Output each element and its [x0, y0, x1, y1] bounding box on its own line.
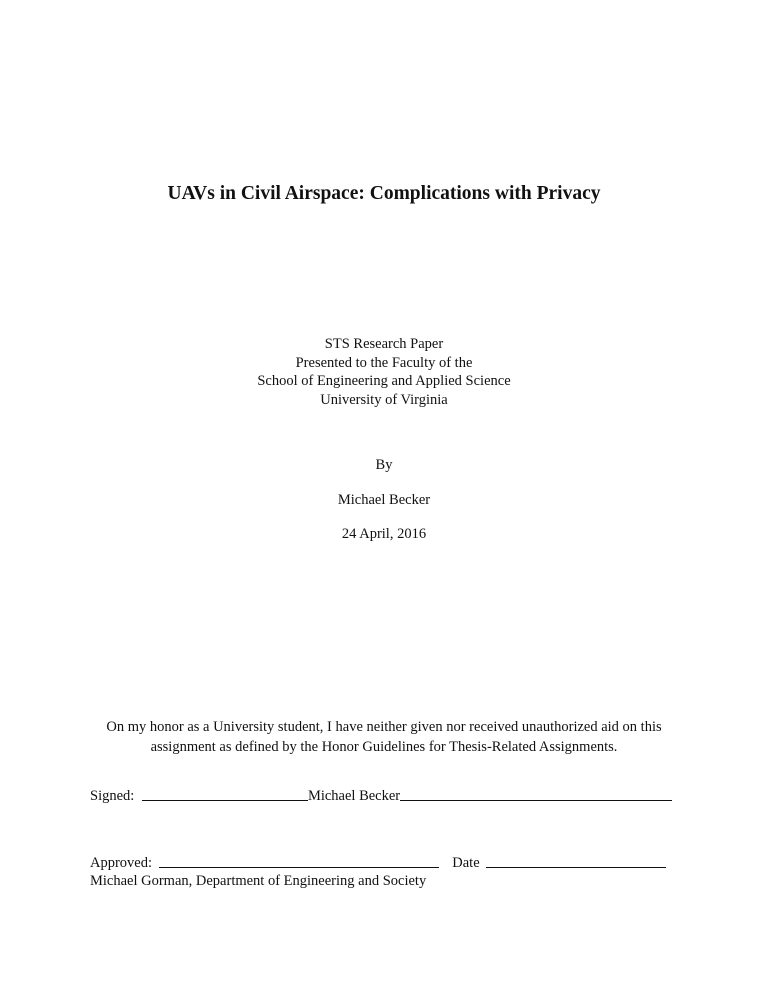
signed-label: Signed: [90, 788, 135, 804]
approved-label: Approved: [90, 855, 153, 871]
honor-pledge [84, 717, 684, 757]
school-name: School of Engineering and Applied Science [257, 373, 511, 389]
university-name: University of Virginia [320, 391, 448, 408]
signature-blank-left [142, 799, 308, 801]
approver-name: Michael Gorman, Department of Engineering and Society [90, 873, 427, 889]
approval-signature-blank [159, 866, 439, 868]
author-name: Michael Becker [337, 492, 431, 508]
document-date: 24 April, 2016 [341, 526, 427, 542]
approval-date-blank [486, 866, 666, 868]
signer-name: Michael Becker [307, 788, 401, 804]
by-label: By [375, 457, 393, 473]
signature-blank-right [400, 799, 672, 801]
honor-pledge-line-1: On my honor as a University student, I have neither given nor received unauthorized aid on this [106, 719, 662, 735]
paper-type: STS Research Paper [324, 336, 444, 352]
date-label: Date [452, 855, 480, 871]
approval-line [90, 855, 666, 872]
honor-pledge-line-2: assignment as defined by the Honor Guidelines for Thesis-Related Assignments. [150, 739, 618, 755]
presented-to: Presented to the Faculty of the [295, 354, 473, 371]
document-title: UAVs in Civil Airspace: Complications with Privacy [167, 183, 601, 204]
signature-line [90, 788, 672, 805]
subtitle-block [0, 335, 768, 409]
